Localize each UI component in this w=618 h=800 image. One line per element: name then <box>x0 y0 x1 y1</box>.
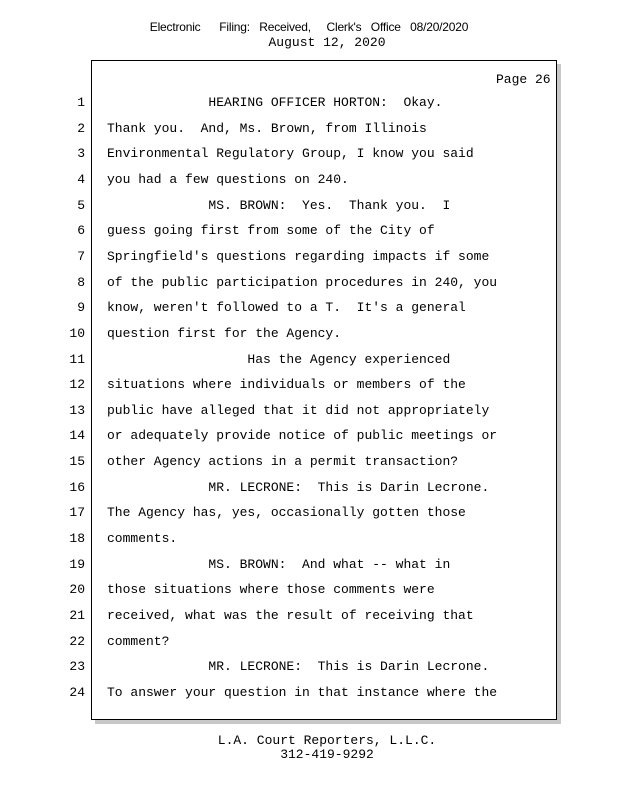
transcript-line: situations where individuals or members of the <box>107 377 466 393</box>
transcript-line: other Agency actions in a permit transaction? <box>107 454 459 470</box>
transcript-line: MS. BROWN: Yes. Thank you. I <box>107 197 451 213</box>
transcript-line: Thank you. And, Ms. Brown, from Illinois <box>107 120 427 136</box>
transcript-line: public have alleged that it did not appropriately <box>107 402 490 418</box>
line-number: 3 <box>77 146 85 162</box>
line-number: 13 <box>69 402 85 418</box>
line-number: 23 <box>69 659 85 675</box>
transcript-line: Environmental Regulatory Group, I know you said <box>107 146 474 162</box>
transcript-line: you had a few questions on 240. <box>107 171 349 187</box>
transcript-line: received, what was the result of receiving that <box>107 608 474 623</box>
transcript-line: Has the Agency experienced <box>107 351 451 367</box>
line-number: 7 <box>77 248 85 264</box>
line-number: 5 <box>77 197 85 213</box>
page-number: Page 26 <box>496 72 551 87</box>
line-number: 22 <box>69 633 85 649</box>
footer-company: L.A. Court Reporters, L.L.C. <box>217 733 437 748</box>
line-number: 2 <box>77 120 85 136</box>
line-number: 15 <box>69 454 85 470</box>
line-number: 19 <box>69 556 85 572</box>
transcript-line: comment? <box>107 633 170 649</box>
footer-phone: 312-419-9292 <box>280 747 374 762</box>
line-number: 24 <box>69 684 85 700</box>
line-number: 4 <box>77 171 85 187</box>
line-number: 14 <box>69 428 85 444</box>
line-number: 17 <box>69 505 85 521</box>
transcript-line: comments. <box>107 531 178 546</box>
transcript-line: those situations where those comments were <box>107 582 435 598</box>
line-number: 9 <box>77 300 85 316</box>
transcript-line: MS. BROWN: And what -- what in <box>107 556 451 572</box>
transcript-line: guess going first from some of the City of <box>107 223 435 239</box>
line-number: 10 <box>69 325 85 341</box>
line-number: 11 <box>69 351 85 367</box>
transcript-line: The Agency has, yes, occasionally gotten those <box>107 505 466 521</box>
line-number: 8 <box>77 274 85 290</box>
line-number: 21 <box>69 608 85 623</box>
hearing-date: August 12, 2020 <box>268 35 386 50</box>
line-number: 20 <box>69 582 85 598</box>
transcript-line: of the public participation procedures in 240, you <box>107 274 498 290</box>
transcript-line: To answer your question in that instance where the <box>107 684 498 700</box>
line-number: 6 <box>77 223 85 239</box>
transcript-line: MR. LECRONE: This is Darin Lecrone. <box>107 659 490 675</box>
transcript-line: MR. LECRONE: This is Darin Lecrone. <box>107 479 490 495</box>
filing-stamp: Electronic Filing: Received, Clerk's Office 08/20/2020 <box>149 20 469 34</box>
line-number: 12 <box>69 377 85 393</box>
transcript-line: Springfield's questions regarding impacts if some <box>107 248 490 264</box>
line-number: 18 <box>69 531 85 546</box>
transcript-line: or adequately provide notice of public meetings or <box>107 428 498 444</box>
line-number: 1 <box>77 95 85 110</box>
transcript-line: know, weren't followed to a T. It's a general <box>107 300 466 316</box>
line-number: 16 <box>69 479 85 495</box>
transcript-line: HEARING OFFICER HORTON: Okay. <box>107 95 443 110</box>
transcript-line: question first for the Agency. <box>107 325 342 341</box>
